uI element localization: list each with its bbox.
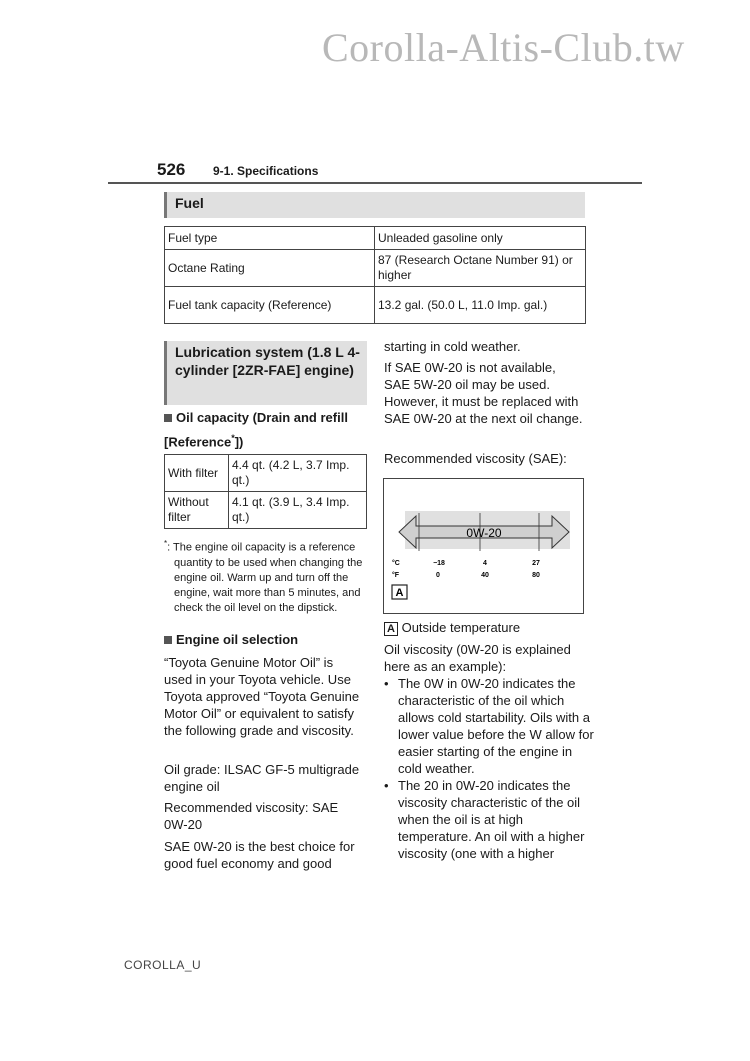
table-row: [165, 455, 367, 492]
viscosity-label: Recommended viscosity (SAE):: [384, 451, 567, 466]
fuel-heading: Fuel: [164, 192, 585, 218]
table-cell-label: With filter: [165, 455, 229, 492]
table-cell-value: Unleaded gasoline only: [375, 227, 586, 250]
fahrenheit-tick: 40: [481, 572, 489, 579]
celsius-unit: °C: [392, 560, 400, 567]
engine-oil-heading: Engine oil selection: [164, 629, 369, 650]
alternate-oil-paragraph: If SAE 0W-20 is not available, SAE 5W-20 oil may be used. However, it must be replaced with SAE 0W-20 at the next oil change.: [384, 360, 583, 426]
footnote: *: The engine oil capacity is a reference quantity to be used when changing the engine oil. Warm up and turn off the engine, wait more than 5 minutes, and check the oil level on the dipstick.: [164, 539, 363, 614]
grade-label: 0W-20: [466, 526, 502, 540]
page-number: 526: [157, 160, 186, 179]
bullet-dot-icon: •: [384, 778, 389, 793]
table-cell-label: Fuel tank capacity (Reference): [165, 287, 375, 324]
table-cell-value: 4.1 qt. (3.9 L, 3.4 Imp. qt.): [229, 492, 367, 529]
list-item: • The 20 in 0W-20 indicates the viscosity characteristic of the oil when the oil is at high temperature. An oil with a higher viscosity (one with a higher: [384, 778, 585, 861]
viscosity-bullet-list: [384, 675, 594, 862]
fuel-table: [164, 226, 586, 324]
table-cell-value: 4.4 qt. (4.2 L, 3.7 Imp. qt.): [229, 455, 367, 492]
best-choice-paragraph: SAE 0W-20 is the best choice for good fuel economy and good: [164, 839, 355, 871]
square-bullet-icon: [164, 636, 172, 644]
celsius-tick: 4: [483, 560, 487, 567]
square-bullet-icon: [164, 414, 172, 422]
table-cell-label: Octane Rating: [165, 250, 375, 287]
recommended-viscosity-paragraph: Recommended viscosity: SAE 0W-20: [164, 800, 339, 832]
table-cell-value: 13.2 gal. (50.0 L, 11.0 Imp. gal.): [375, 287, 586, 324]
list-item: • The 0W in 0W-20 indicates the characteristic of the oil which allows cold startability. Oils with a lower value before the W allow for easier starting of the engine in cold weather.: [384, 676, 594, 776]
genuine-oil-paragraph: “Toyota Genuine Motor Oil” is used in your Toyota vehicle. Use Toyota approved “Toyota Genuine Motor Oil” or equivalent to satisfy the following grade and viscosity.: [164, 655, 360, 738]
lubrication-heading: Lubrication system (1.8 L 4-cylinder [2ZR-FAE] engine): [164, 341, 367, 405]
table-cell-value: 87 (Research Octane Number 91) or higher: [375, 250, 586, 287]
celsius-tick: 27: [532, 560, 540, 567]
fahrenheit-tick: 80: [532, 572, 540, 579]
section-title: 9-1. Specifications: [213, 164, 319, 178]
header-rule: [108, 182, 642, 184]
viscosity-chart: [383, 478, 584, 614]
viscosity-chart-graphic: [384, 479, 583, 613]
legend-a-text: Outside temperature: [401, 620, 521, 635]
legend-a: [384, 619, 584, 636]
footer-code: COROLLA_U: [124, 958, 202, 972]
table-cell-label: Without filter: [165, 492, 229, 529]
oil-viscosity-paragraph: Oil viscosity (0W-20 is explained here as an example):: [384, 642, 571, 674]
watermark: Corolla-Altis-Club.tw: [322, 25, 685, 70]
oil-capacity-table: [164, 454, 367, 529]
table-row: [165, 227, 586, 250]
table-row: [165, 492, 367, 529]
oil-grade-paragraph: Oil grade: ILSAC GF-5 multigrade engine oil: [164, 762, 360, 794]
bullet-dot-icon: •: [384, 676, 389, 691]
oil-capacity-heading: Oil capacity (Drain and refill [Reference*]): [164, 410, 348, 450]
table-cell-label: Fuel type: [165, 227, 375, 250]
table-row: [165, 287, 586, 324]
fahrenheit-tick: 0: [436, 572, 440, 579]
continued-text: starting in cold weather.: [384, 339, 521, 354]
fahrenheit-unit: °F: [392, 572, 400, 579]
celsius-tick: −18: [433, 560, 445, 567]
table-row: [165, 250, 586, 287]
legend-a-badge: A: [384, 622, 398, 636]
label-a: A: [395, 587, 404, 599]
